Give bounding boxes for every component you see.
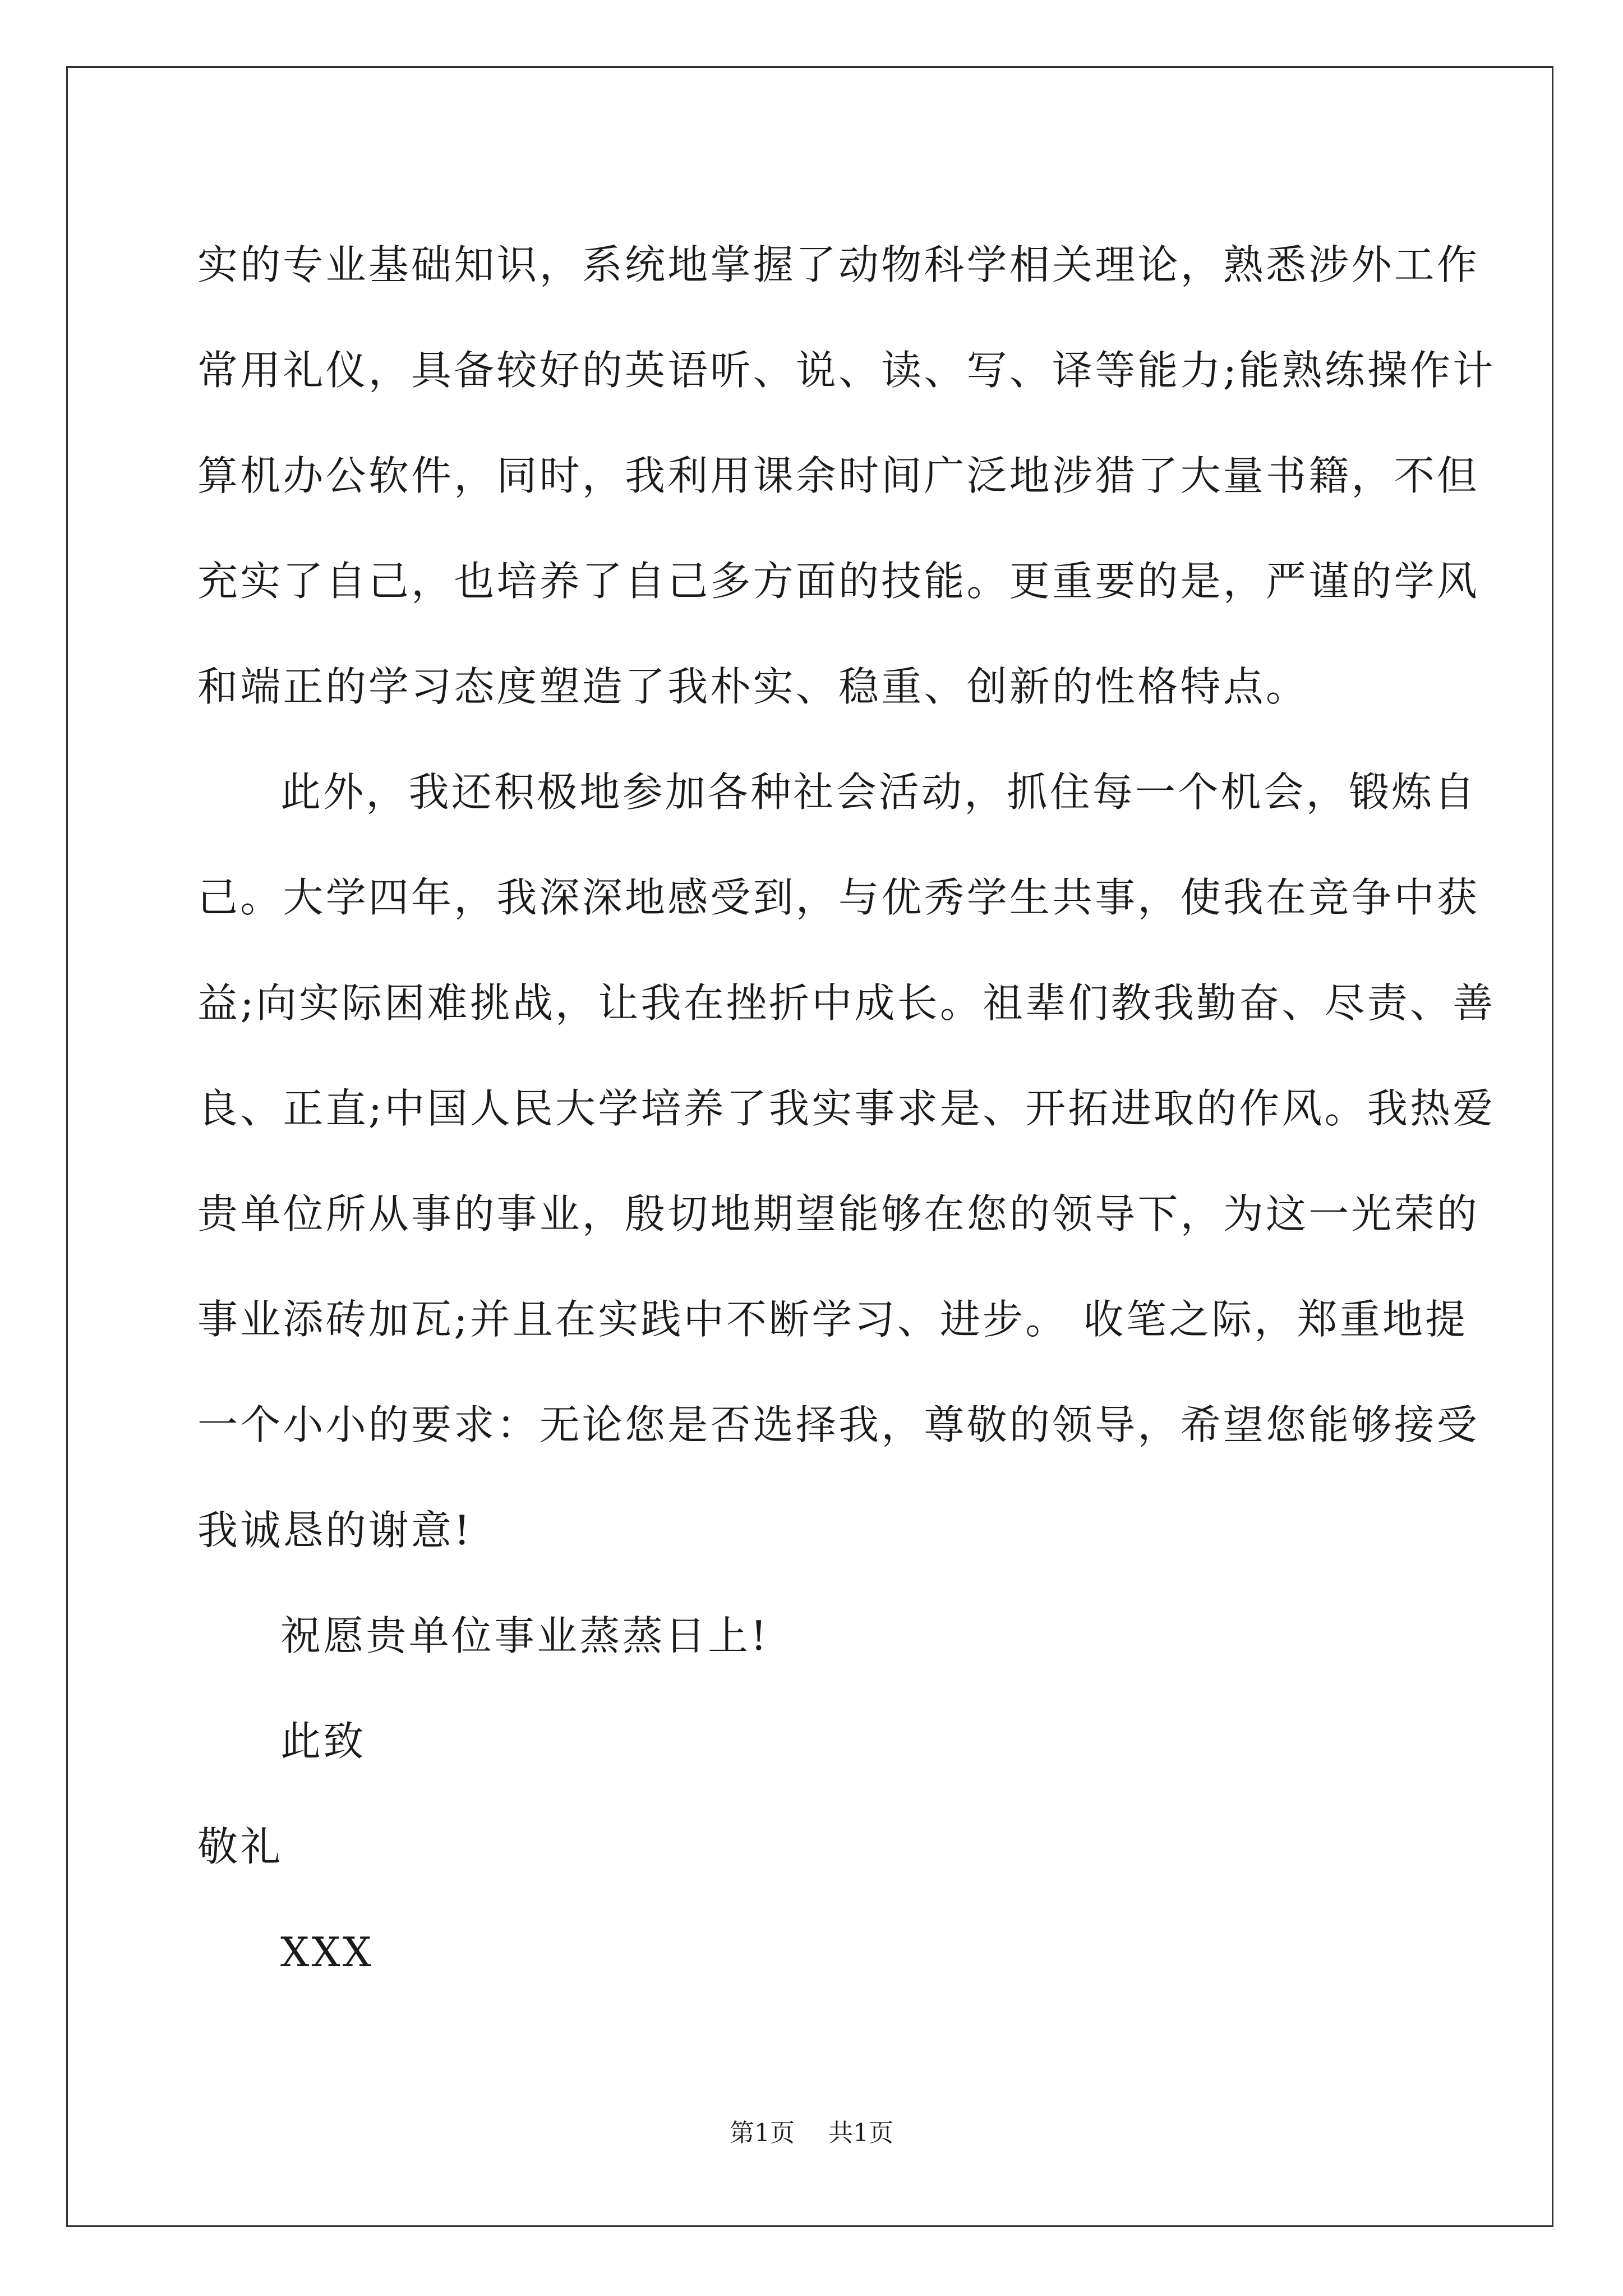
body-line: 事业添砖加瓦;并且在实践中不断学习、进步。 收笔之际，郑重地提 xyxy=(197,1296,1468,1343)
body-line: 贵单位所从事的事业，殷切地期望能够在您的领导下，为这一光荣的 xyxy=(197,1190,1480,1237)
body-line: 一个小小的要求：无论您是否选择我，尊敬的领导，希望您能够接受 xyxy=(197,1401,1480,1448)
letter-body xyxy=(197,212,1496,2005)
paragraph-start-line: 此外，我还积极地参加各种社会活动，抓住每一个机会，锻炼自 xyxy=(280,769,1477,816)
body-line: 充实了自己，也培养了自己多方面的技能。更重要的是，严谨的学风 xyxy=(197,558,1480,605)
body-line: 己。大学四年，我深深地感受到，与优秀学生共事，使我在竞争中获 xyxy=(197,874,1480,921)
signature: XXX xyxy=(280,1929,374,1976)
body-line: 和端正的学习态度塑造了我朴实、稳重、创新的性格特点。 xyxy=(197,663,1309,710)
page-number: 第1页 xyxy=(730,2119,795,2147)
body-line: 实的专业基础知识，系统地掌握了动物科学相关理论，熟悉涉外工作 xyxy=(197,241,1480,288)
body-line: 益;向实际困难挑战，让我在挫折中成长。祖辈们教我勤奋、尽责、善 xyxy=(197,979,1496,1027)
body-line: 我诚恳的谢意! xyxy=(197,1507,473,1554)
page-footer xyxy=(0,2116,1623,2150)
body-line: 算机办公软件，同时，我利用课余时间广泛地涉猎了大量书籍，不但 xyxy=(197,452,1480,499)
closing-respect: 敬礼 xyxy=(197,1823,283,1870)
page-total: 共1页 xyxy=(828,2119,893,2147)
body-line: 常用礼仪，具备较好的英语听、说、读、写、译等能力;能熟练操作计 xyxy=(197,347,1496,394)
body-line: 良、正直;中国人民大学培养了我实事求是、开拓进取的作风。我热爱 xyxy=(197,1085,1496,1132)
closing-wish: 祝愿贵单位事业蒸蒸日上! xyxy=(280,1612,769,1659)
closing-salutation: 此致 xyxy=(280,1718,366,1765)
